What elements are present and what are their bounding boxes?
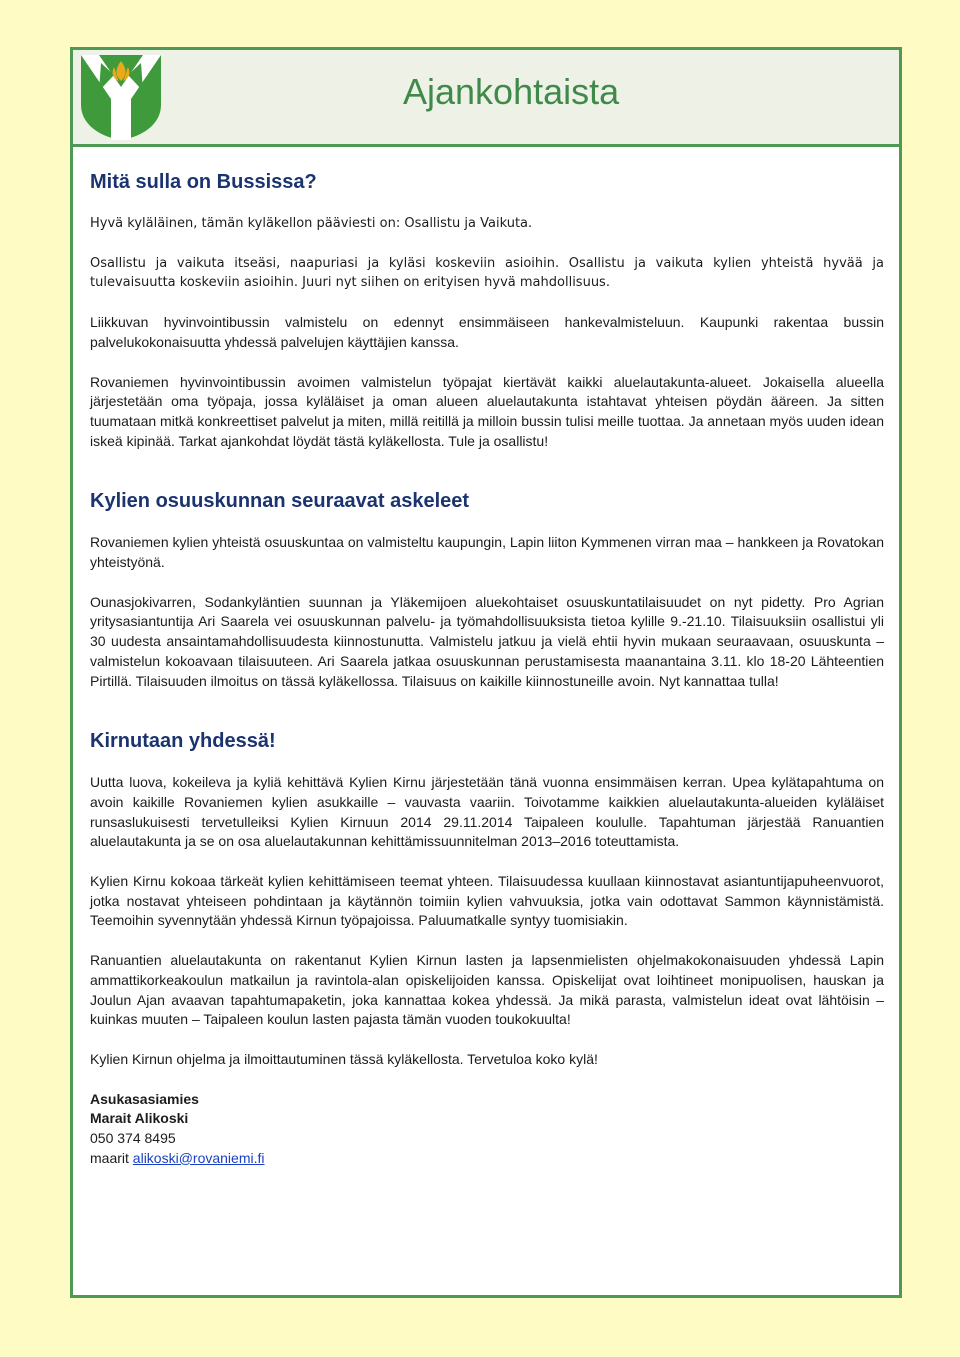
paragraph: Ounasjokivarren, Sodankyläntien suunnan ja Yläkemijoen aluekohtaiset osuuskuntatilaisuudet on nyt pidetty. Pro Agrian yritysasiantuntija Ari Saarela vei osuuskunnan palvelu- ja työmahdollisuuksista tietoa kylille 9.-21.10. Tilaisuuksiin osallistui yli 30 uudesta ansaintamahdollisuudesta kiinnostunutta. Valmistelu jatkuu ja vielä ehtii hyvin mukaan seuraavaan, osuuskunta – valmistelun kokoavaan tilaisuuteen. Ari Saarela jatkaa osuuskunnan perustamisesta maanantaina 3.11. klo 18-20 Lähteentien Pirtillä. Tilaisuuden ilmoitus on tässä kyläkellossa. Tilaisuus on kaikille kiinnostuneille avoin. Nyt kannattaa tulla! [90,593,884,689]
header-banner [73,50,899,147]
paragraph: Rovaniemen hyvinvointibussin avoimen valmistelun työpajat kiertävät kaikki aluelautakunta-alueet. Jokaisella alueella järjestetään oma työpaja, jossa kyläläiset ja oman alueen aluelautakunta istahtavat yhteisen pöydän ääreen. Ja sitten tuumataan mitkä konkreettiset palvelut ja miten, millä reitillä ja milloin bussin tulisi meille tuottaa. Ja annetaan myös uuden idean iskeä kipinää. Tarkat ajankohdat löydät tästä kyläkellosta. Tule ja osallistu! [90,373,884,449]
signature-phone: 050 374 8495 [90,1130,176,1147]
paragraph: Uutta luova, kokeileva ja kyliä kehittävä Kylien Kirnu järjestetään tänä vuonna ensimmäisen kerran. Upea kylätapahtuma on avoin kaikille Rovaniemen kylien asukkaille – vauvasta vaariin. Toivotamme kaikkien aluelautakunta-alueiden kyläläiset runsaslukuisesti tervetulleiksi Kylien Kirnuun 2014 29.11.2014 Taipaleen koululle. Tapahtuman järjestää Ranuantien aluelautakunta ja se on osa aluelautakunnan kehittämissuunnitelman 2013–2016 toteuttamista. [90,774,884,850]
paragraph: Hyvä kyläläinen, tämän kyläkellon pääviesti on: Osallistu ja Vaikuta. [90,216,533,231]
email-prefix: maarit [90,1149,133,1166]
paragraph: Liikkuvan hyvinvointibussin valmistelu on edennyt ensimmäiseen hankevalmisteluun. Kaupunki rakentaa bussin palvelukokonaisuutta yhdessä palvelujen käyttäjien kanssa. [90,314,884,350]
signature-name: Marait Alikoski [90,1110,189,1127]
paragraph: Kylien Kirnu kokoaa tärkeät kylien kehittämiseen teemat yhteen. Tilaisuudessa kuullaan kiinnostavat asiantuntijapuheenvuorot, jotka nostavat yhteiseen pohdintaan ja käytännön toimiin kylien vahvuuksia, jotka vain odottavat Sammon käynnistämistä. Teemoihin syvennytään yhdessä Kirnun työpajoissa. Paluumatkalle syntyy tuomisiakin. [90,873,884,929]
coat-of-arms-logo [79,53,163,141]
paragraph: Rovaniemen kylien yhteistä osuuskuntaa on valmisteltu kaupungin, Lapin liiton Kymmenen virran maa – hankkeen ja Rovatokan yhteistyönä. [90,534,884,571]
section-heading-cooperative: Kylien osuuskunnan seuraavat askeleet [90,490,470,513]
page-frame [70,47,902,1298]
section-heading-bus: Mitä sulla on Bussissa? [90,171,317,193]
paragraph: Ranuantien aluelautakunta on rakentanut Kylien Kirnun lasten ja lapsenmielisten ohjelmakokonaisuuden yhdessä Lapin ammattikorkeakoulun matkailun ja ravintola-alan opiskelijoiden kanssa. Opiskelijat ovat loihtineet monipuolisen, hauskan ja Joulun Ajan avaavan tapahtumapaketin, joka kannattaa kokea yhdessä. Ja mikä parasta, valmistelun ideat ovat lähtöisin – kuinkas muuten – Taipaleen koulun lasten pajasta tämän vuoden toukokuulta! [90,952,884,1028]
signature-block [90,1090,884,1169]
paragraph: Kylien Kirnun ohjelma ja ilmoittautuminen tässä kyläkellosta. Tervetuloa koko kylä! [90,1050,598,1067]
page-title: Ajankohtaista [403,71,620,112]
section-heading-kirnu: Kirnutaan yhdessä! [90,730,276,753]
article-content [90,170,884,1169]
signature-role: Asukasasiamies [90,1090,199,1107]
paragraph: Osallistu ja vaikuta itseäsi, naapuriasi ja kyläsi koskeviin asioihin. Osallistu ja vaikuta kylien yhteistä hyvää ja tulevaisuutta koskeviin asioihin. Juuri nyt siihen on erityisen hyvä mahdollisuus. [90,255,884,291]
signature-email-line [90,1149,884,1169]
email-link[interactable]: alikoski@rovaniemi.fi [132,1149,265,1166]
